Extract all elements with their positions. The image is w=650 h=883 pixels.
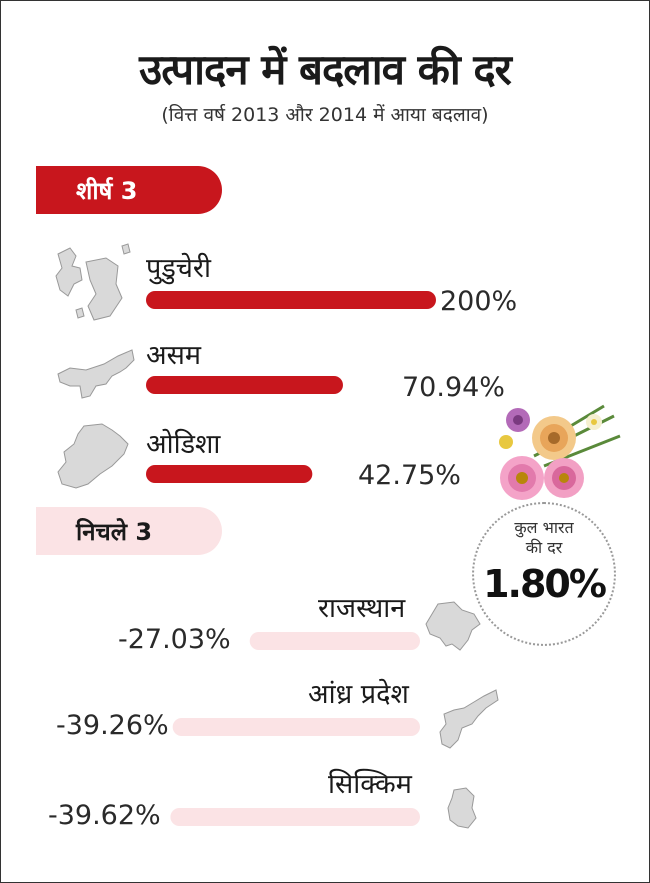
category-label-puducherry: पुडुचेरी (146, 253, 211, 284)
chart-subtitle: (वित्त वर्ष 2013 और 2014 में आया बदलाव) (161, 104, 489, 126)
category-label-andhra-pradesh: आंध्र प्रदेश (308, 679, 409, 710)
value-label-puducherry: 200% (440, 286, 518, 317)
category-label-rajasthan: राजस्थान (318, 593, 406, 624)
category-label-sikkim: सिक्किम (328, 769, 412, 800)
india-rate-circle (472, 502, 616, 646)
bottom-3-heading: निचले 3 (36, 507, 222, 555)
andhra-pradesh-map-icon (436, 686, 500, 750)
rajasthan-map-icon (424, 600, 482, 654)
india-rate-label (474, 518, 614, 558)
india-label-line1: कुल भारत (514, 518, 574, 537)
odisha-map-icon (54, 422, 134, 492)
value-label-andhra-pradesh: -39.26% (56, 710, 169, 741)
india-rate-value: 1.80% (483, 562, 605, 606)
category-label-odisha: ओडिशा (146, 429, 221, 460)
assam-map-icon (56, 346, 136, 402)
value-label-rajasthan: -27.03% (118, 624, 231, 655)
top-3-heading: शीर्ष 3 (36, 166, 222, 214)
india-label-line2: की दर (525, 538, 563, 557)
category-label-assam: असम (146, 340, 202, 371)
chart-title: उत्पादन में बदलाव की दर (139, 45, 511, 94)
value-label-sikkim: -39.62% (48, 800, 161, 831)
value-label-odisha: 42.75% (358, 460, 461, 491)
value-label-assam: 70.94% (402, 372, 505, 403)
flowers-illustration (494, 396, 622, 506)
puducherry-map-icon (50, 240, 136, 326)
sikkim-map-icon (444, 786, 478, 830)
